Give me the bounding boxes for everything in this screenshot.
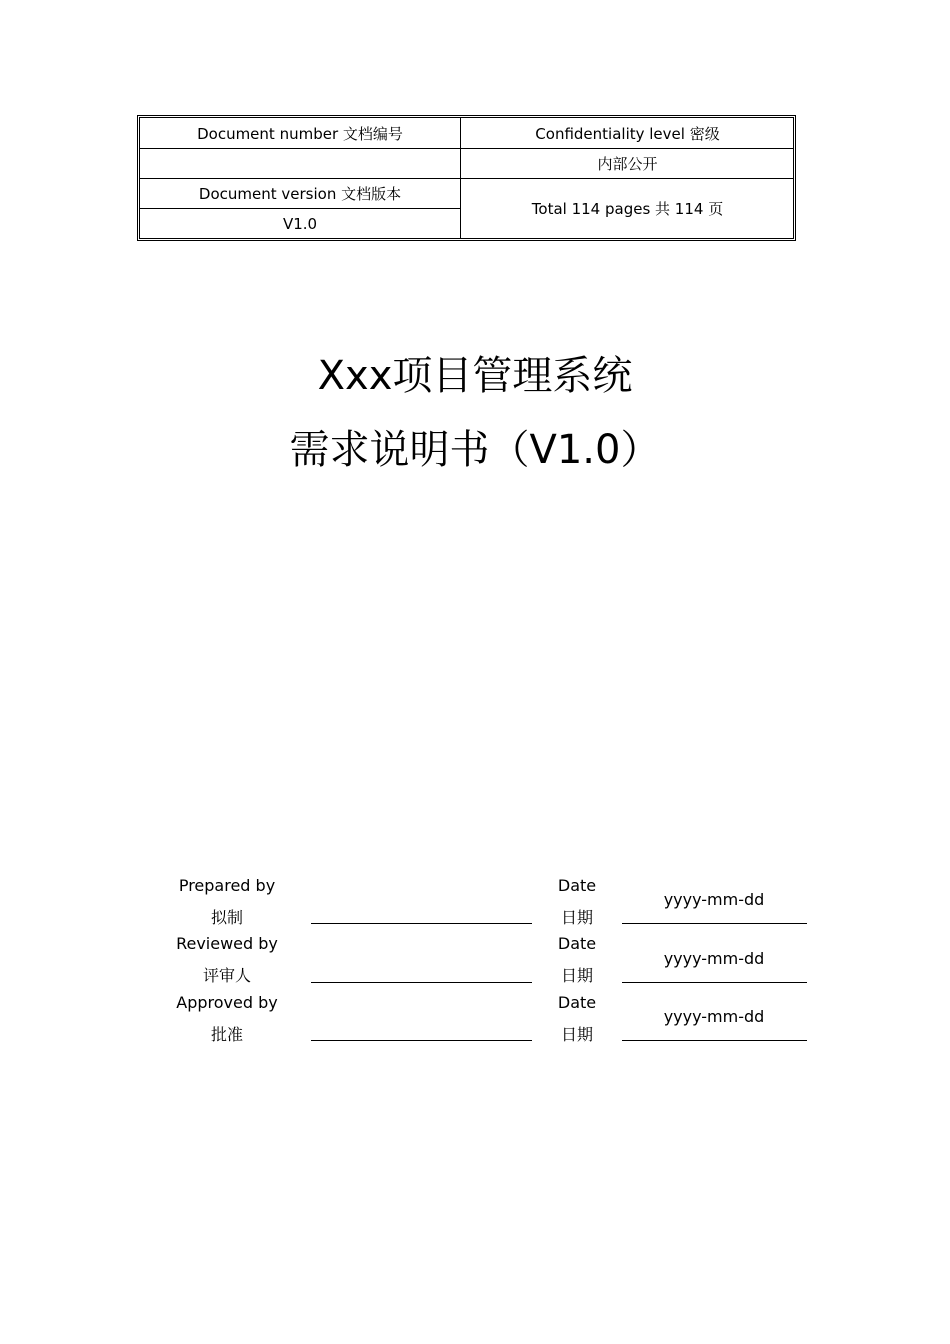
document-info-table <box>137 115 796 241</box>
reviewed-date-value: yyyy-mm-dd <box>663 949 765 968</box>
reviewed-date-label-zh: 日期 <box>560 966 593 985</box>
doc-version-value: V1.0 <box>282 214 318 233</box>
reviewed-by-label: Reviewed by <box>176 934 278 953</box>
prepared-by-label: Prepared by <box>178 876 276 895</box>
prepared-date-line <box>622 923 807 924</box>
prepared-by-label-zh: 拟制 <box>210 908 243 927</box>
prepared-date-label: Date <box>557 876 597 895</box>
reviewed-date-line <box>622 982 807 983</box>
reviewed-date-label: Date <box>557 934 597 953</box>
approved-by-label-zh: 批准 <box>210 1025 243 1044</box>
approved-date-line <box>622 1040 807 1041</box>
doc-number-value <box>140 149 460 178</box>
prepared-date-value: yyyy-mm-dd <box>663 890 765 909</box>
prepared-by-signature-line <box>311 923 532 924</box>
total-pages: Total 114 pages 共 114 页 <box>531 200 724 218</box>
document-title-line2: 需求说明书（V1.0） <box>289 427 661 473</box>
approved-date-value: yyyy-mm-dd <box>663 1007 765 1026</box>
doc-number-label: Document number 文档编号 <box>197 124 403 143</box>
prepared-date-label-zh: 日期 <box>560 908 593 927</box>
reviewed-by-label-zh: 评审人 <box>202 966 251 985</box>
approved-date-label: Date <box>557 993 597 1012</box>
reviewed-by-signature-line <box>311 982 532 983</box>
document-title-line1: Xxx项目管理系统 <box>317 353 633 399</box>
approved-by-label: Approved by <box>176 993 278 1012</box>
confidentiality-value: 内部公开 <box>597 155 658 173</box>
doc-version-label: Document version 文档版本 <box>198 185 402 203</box>
confidentiality-label: Confidentiality level 密级 <box>535 124 720 143</box>
approved-date-label-zh: 日期 <box>560 1025 593 1044</box>
approved-by-signature-line <box>311 1040 532 1041</box>
